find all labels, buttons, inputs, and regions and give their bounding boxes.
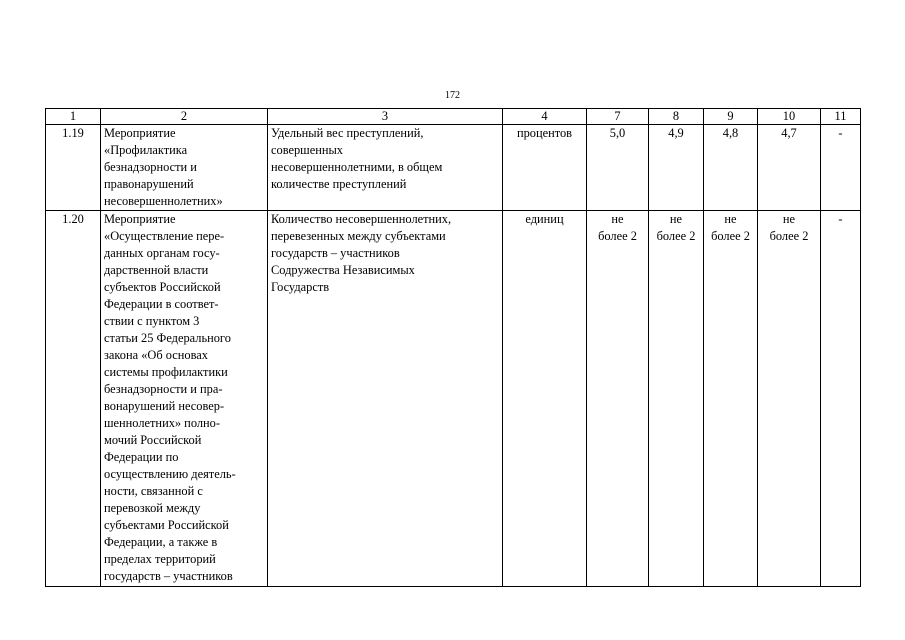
header-col-1: 1 [46, 109, 101, 125]
table-row [46, 125, 861, 211]
unit: процентов [503, 125, 587, 211]
indicator-name: Количество несовершеннолетних, перевезенных между субъектами государств – участников Содружества Независимых Государств [268, 211, 503, 587]
value-col-10: не более 2 [758, 211, 821, 587]
table-row [46, 211, 861, 587]
header-col-11: 11 [821, 109, 861, 125]
page-number: 172 [445, 90, 460, 101]
row-number: 1.20 [46, 211, 101, 587]
value-col-7: не более 2 [587, 211, 649, 587]
header-col-4: 4 [503, 109, 587, 125]
header-col-3: 3 [268, 109, 503, 125]
event-name: Мероприятие «Профилактика безнадзорности и правонарушений несовершеннолетних» [101, 125, 268, 211]
indicator-name: Удельный вес преступлений, совершенных несовершеннолетними, в общем количестве преступлений [268, 125, 503, 211]
header-col-8: 8 [649, 109, 704, 125]
header-col-7: 7 [587, 109, 649, 125]
value-col-7: 5,0 [587, 125, 649, 211]
value-col-8: не более 2 [649, 211, 704, 587]
value-col-9: не более 2 [704, 211, 758, 587]
row-number: 1.19 [46, 125, 101, 211]
value-col-11: - [821, 125, 861, 211]
header-col-10: 10 [758, 109, 821, 125]
header-row [46, 109, 861, 125]
value-col-11: - [821, 211, 861, 587]
value-col-9: 4,8 [704, 125, 758, 211]
unit: единиц [503, 211, 587, 587]
header-col-9: 9 [704, 109, 758, 125]
data-table [45, 108, 861, 587]
value-col-8: 4,9 [649, 125, 704, 211]
header-col-2: 2 [101, 109, 268, 125]
value-col-10: 4,7 [758, 125, 821, 211]
event-name: Мероприятие «Осуществление пере- данных органам госу- дарственной власти субъектов Российской Федерации в соответ- ствии с пунктом 3 статьи 25 Федерального закона «Об основах системы профилактики безнадзорности и пра- вонарушений несовер- шеннолетних» полно- мочий Российской Федерации по осуществлению деятель- ности, связанной с перевозкой между субъектами Российской Федерации, а также в пределах территорий государств – участников [101, 211, 268, 587]
